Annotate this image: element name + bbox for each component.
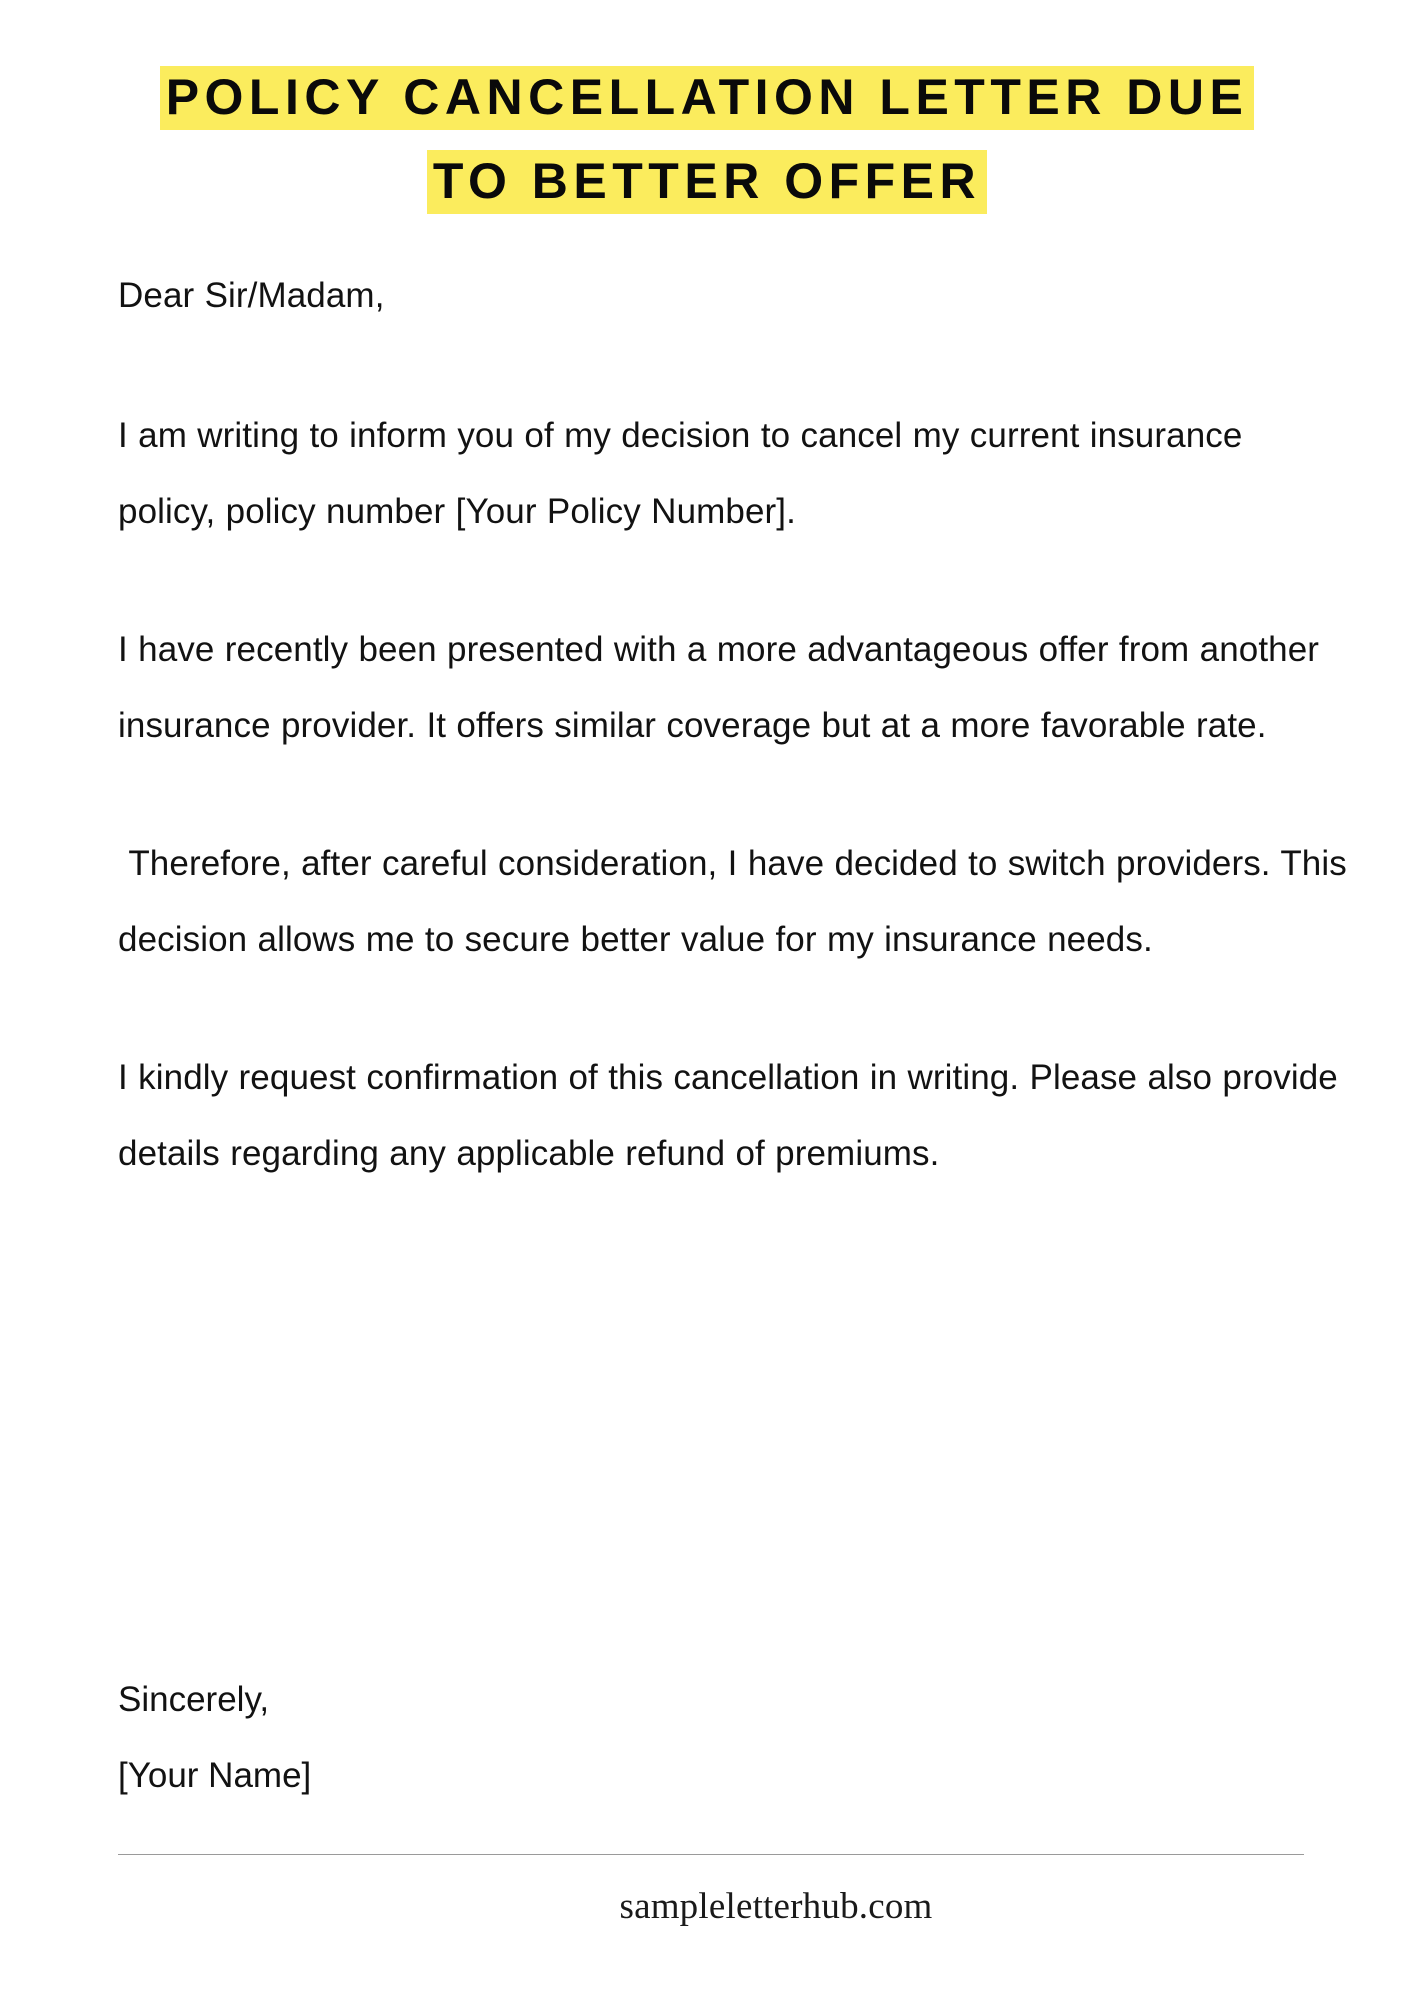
- letter-closing-block: [118, 1662, 1018, 1814]
- letter-paragraph-2: I have recently been presented with a more advantageous offer from another insurance provider. It offers similar coverage but at a more favorable rate.: [118, 630, 1330, 745]
- page-title: [0, 62, 1414, 230]
- page-title-line-2: [0, 146, 1414, 230]
- page-title-line-1: [0, 62, 1414, 146]
- page-title-line-1-text: POLICY CANCELLATION LETTER DUE: [160, 66, 1255, 130]
- letter-body: [118, 258, 1358, 1254]
- letter-closing: Sincerely,: [118, 1680, 270, 1719]
- footer-divider: [118, 1854, 1304, 1855]
- letter-paragraph-1: I am writing to inform you of my decision to cancel my current insurance policy, policy number [Your Policy Number].: [118, 416, 1253, 531]
- letter-paragraph-3: Therefore, after careful consideration, I have decided to switch providers. This decision allows me to secure better value for my insurance needs.: [118, 844, 1358, 959]
- footer-website-url: sampleletterhub.com: [619, 1886, 933, 1927]
- letter-greeting: Dear Sir/Madam,: [118, 276, 385, 315]
- letter-paragraph-4: I kindly request confirmation of this cancellation in writing. Please also provide details regarding any applicable refund of premiums.: [118, 1058, 1349, 1173]
- letter-signature: [Your Name]: [118, 1756, 312, 1795]
- page-title-line-2-text: TO BETTER OFFER: [427, 150, 987, 214]
- page-footer: [118, 1882, 1304, 1932]
